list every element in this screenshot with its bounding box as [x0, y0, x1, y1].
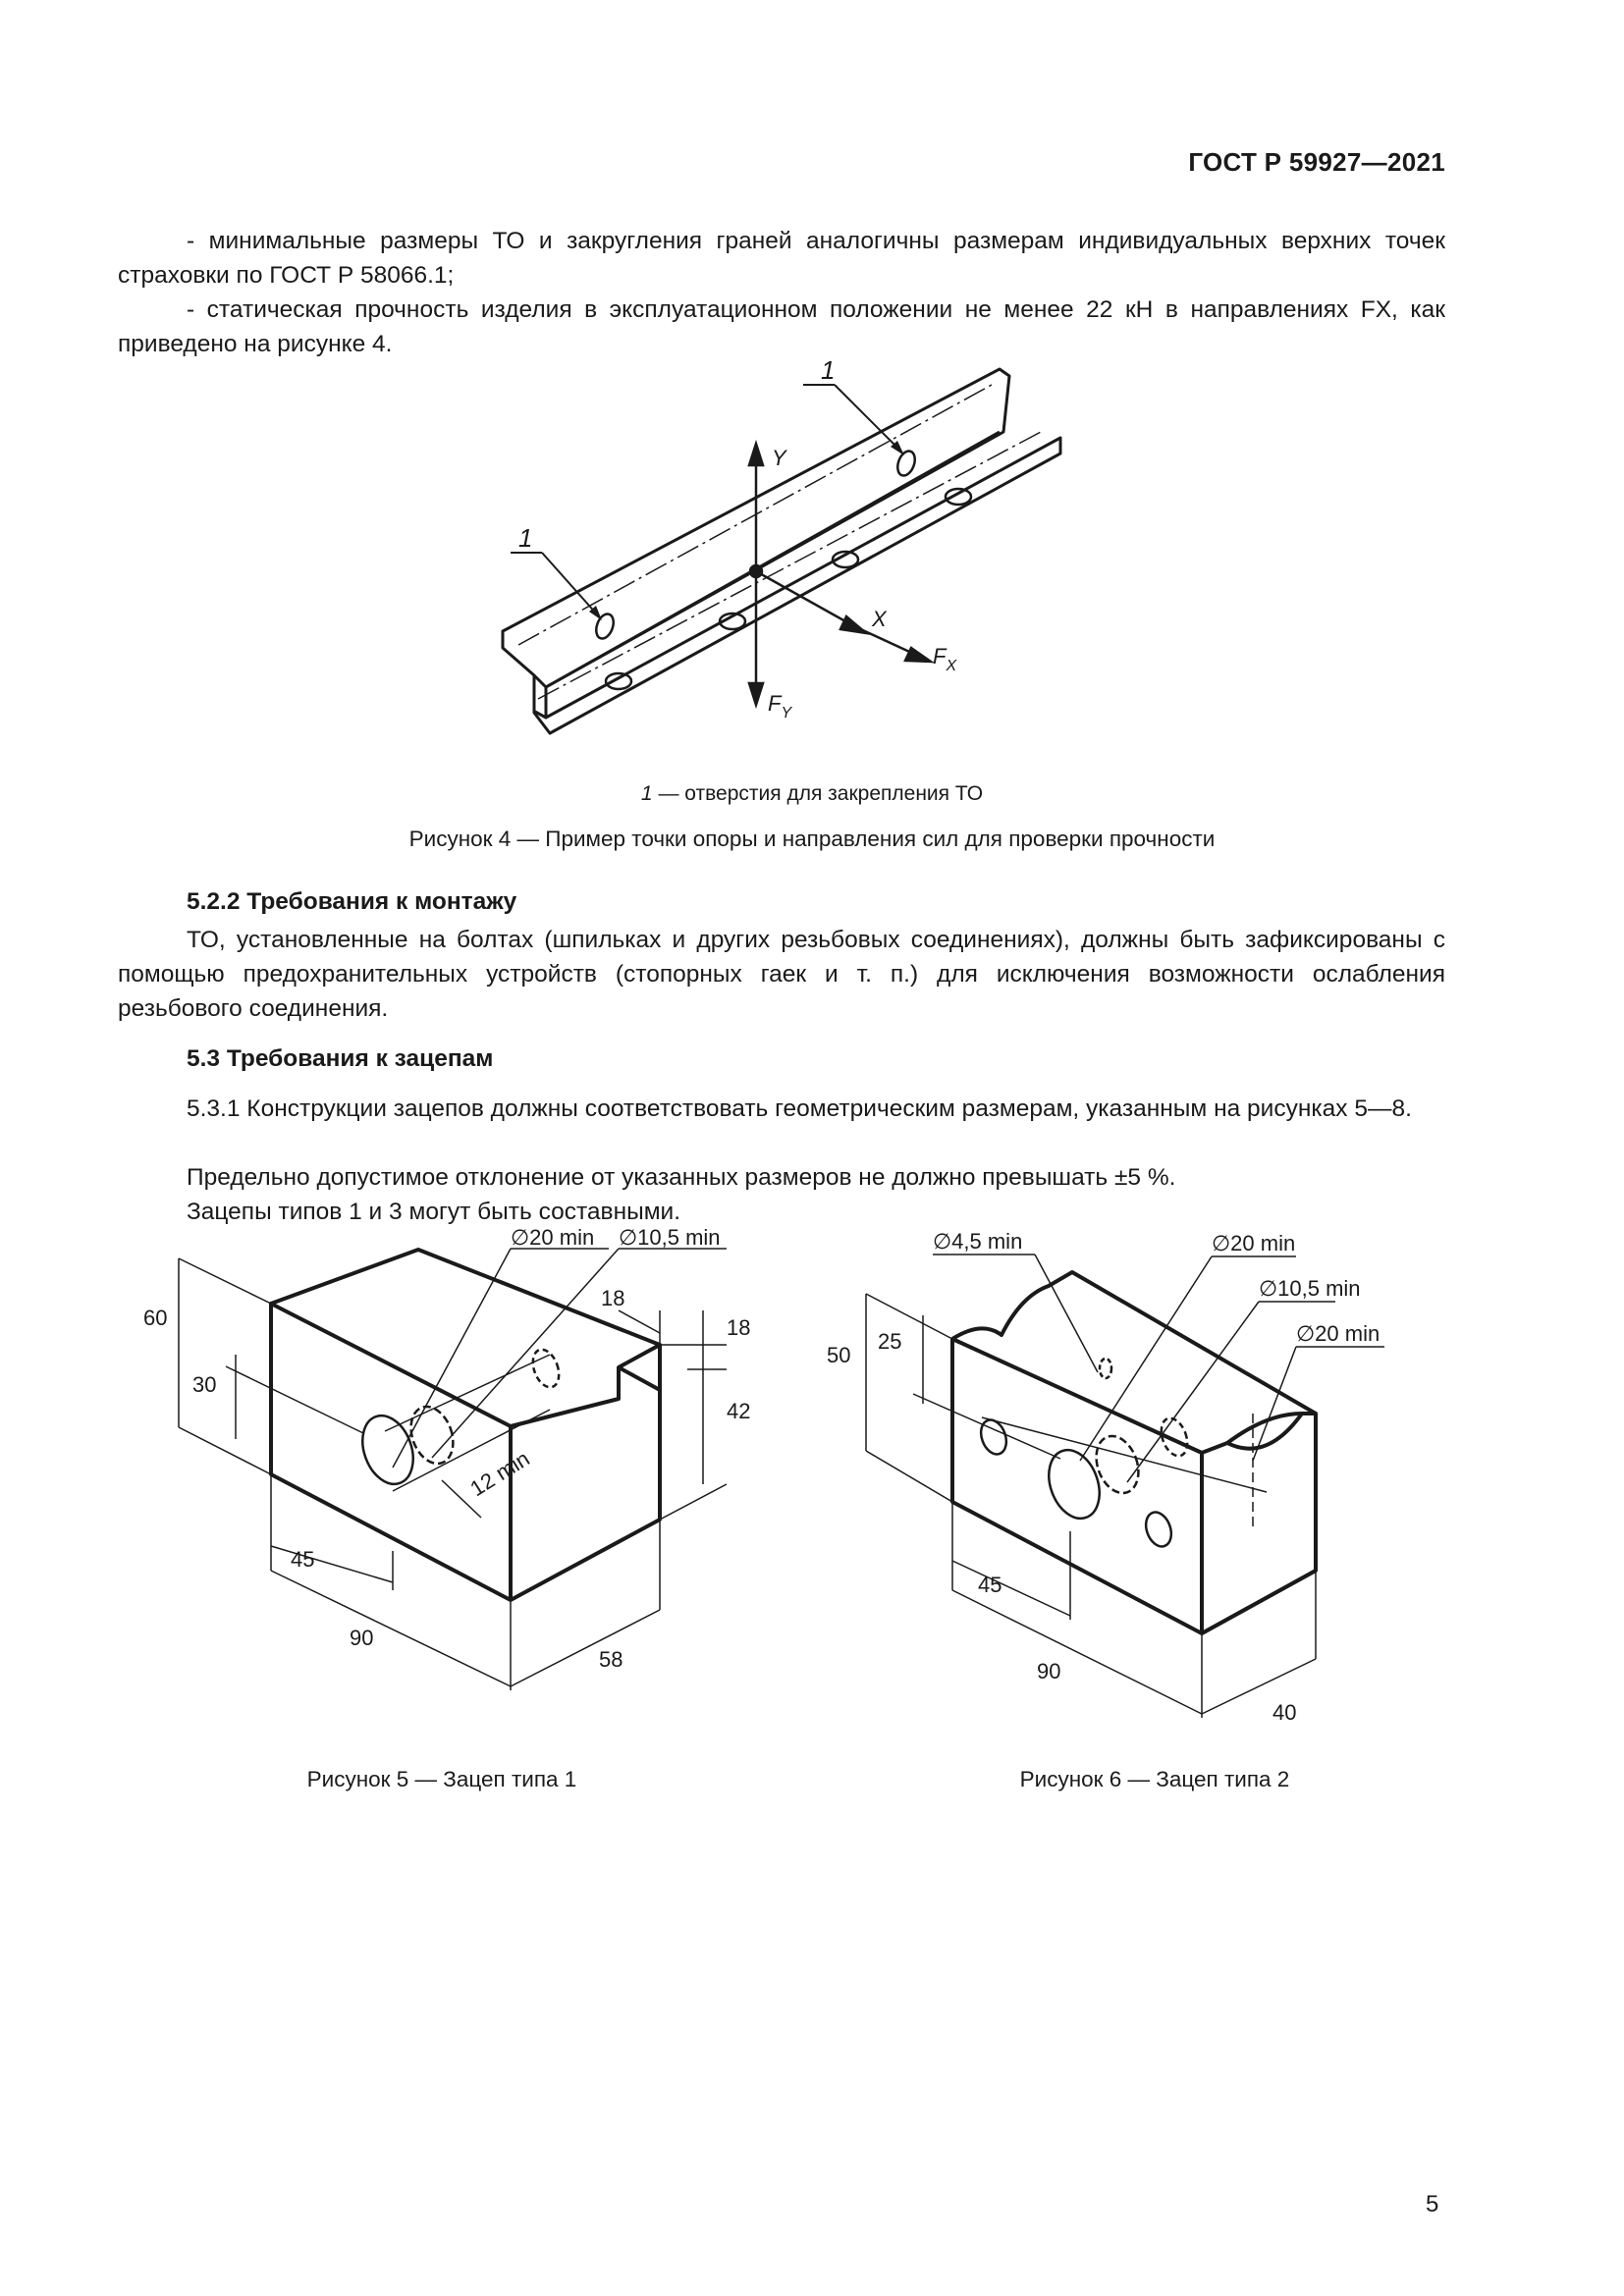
- dim-58: 58: [599, 1647, 623, 1672]
- paragraph-5-3-1: 5.3.1 Конструкции зацепов должны соответствовать геометрическим размерам, указанным на рисунках 5—8.: [187, 1095, 1412, 1122]
- axis-x-line: [756, 571, 854, 626]
- figure-5-caption: Рисунок 5 — Зацеп типа 1: [306, 1767, 577, 1791]
- dim-40: 40: [1272, 1700, 1297, 1725]
- dim-45: 45: [291, 1547, 315, 1572]
- legend-number: 1: [640, 782, 653, 805]
- callout-1-lower: 1: [518, 523, 533, 553]
- dim-30: 30: [192, 1372, 217, 1397]
- axis-y-arrow: [749, 444, 763, 465]
- force-x-label: $F_X$: [933, 644, 957, 674]
- section-heading-5-3: 5.3 Требования к зацепам: [187, 1045, 494, 1072]
- hole-4-5: [977, 1416, 1011, 1458]
- document-id: ГОСТ Р 59927—2021: [1188, 147, 1445, 177]
- dim-60: 60: [143, 1306, 168, 1330]
- section-heading-5-2-2: 5.2.2 Требования к монтажу: [187, 888, 517, 915]
- origin-point: [750, 565, 762, 577]
- paragraph-static-strength: - статическая прочность изделия в эксплуатационном положении не менее 22 кН в направлениях FX, как приведено на рисунке 4.: [118, 296, 1445, 357]
- dim-d20: ∅20 min: [511, 1225, 595, 1250]
- dim-d20-top: ∅20 min: [1212, 1231, 1296, 1255]
- page-number: 5: [1426, 2191, 1439, 2217]
- force-y-arrow: [749, 683, 763, 705]
- paragraph-min-dimensions: - минимальные размеры ТО и закругления граней аналогичны размерам индивидуальных верхних точек страховки по ГОСТ Р 58066.1;: [118, 228, 1445, 289]
- paragraph-composite: Зацепы типов 1 и 3 могут быть составными.: [187, 1199, 681, 1225]
- legend-text: — отверстия для закрепления ТО: [652, 782, 984, 805]
- figure-6-drawing: [0, 1217, 1624, 1728]
- force-y-label: $F_Y$: [768, 691, 792, 721]
- dim-42: 42: [727, 1399, 751, 1423]
- dim-90: 90: [1037, 1659, 1061, 1683]
- callout-1-upper: 1: [821, 355, 836, 385]
- force-x-arrow: [905, 648, 931, 662]
- figure-6-caption: Рисунок 6 — Зацеп типа 2: [1019, 1767, 1290, 1791]
- dim-90: 90: [350, 1626, 374, 1650]
- figure-4-caption: Рисунок 4 — Пример точки опоры и направления сил для проверки прочности: [408, 827, 1216, 851]
- axis-x-label: X: [872, 607, 887, 631]
- dim-25: 25: [878, 1329, 902, 1354]
- dim-18-right: 18: [727, 1315, 751, 1340]
- dim-d10-5: ∅10,5 min: [1259, 1276, 1361, 1301]
- dim-18-top: 18: [601, 1286, 625, 1310]
- figure-4-drawing: [0, 344, 1624, 756]
- hole-centerline-lower: [538, 432, 1041, 699]
- dim-d10-5: ∅10,5 min: [619, 1225, 721, 1250]
- dim-12-min: 12 min: [465, 1446, 534, 1502]
- dim-45: 45: [978, 1573, 1002, 1597]
- angle-fold-line: [546, 432, 1000, 687]
- axis-y-label: Y: [772, 446, 786, 470]
- dim-50: 50: [827, 1343, 851, 1367]
- hole-20: [1040, 1443, 1109, 1525]
- paragraph-mounting: ТО, установленные на болтах (шпильках и других резьбовых соединениях), должны быть зафиксированы с помощью предохранительных устройств (стопорных гаек и т. п.) для исключения возможности ослабления резьбового соединения.: [118, 927, 1445, 1022]
- figure-4-legend: [0, 782, 1624, 806]
- paragraph-tolerance: Предельно допустимое отклонение от указанных размеров не должно превышать ±5 %.: [187, 1164, 1176, 1191]
- dim-d4-5: ∅4,5 min: [933, 1229, 1023, 1254]
- angle-profile-outline: [503, 369, 1060, 733]
- dim-d20-right: ∅20 min: [1296, 1321, 1380, 1346]
- mounting-hole: [894, 449, 918, 478]
